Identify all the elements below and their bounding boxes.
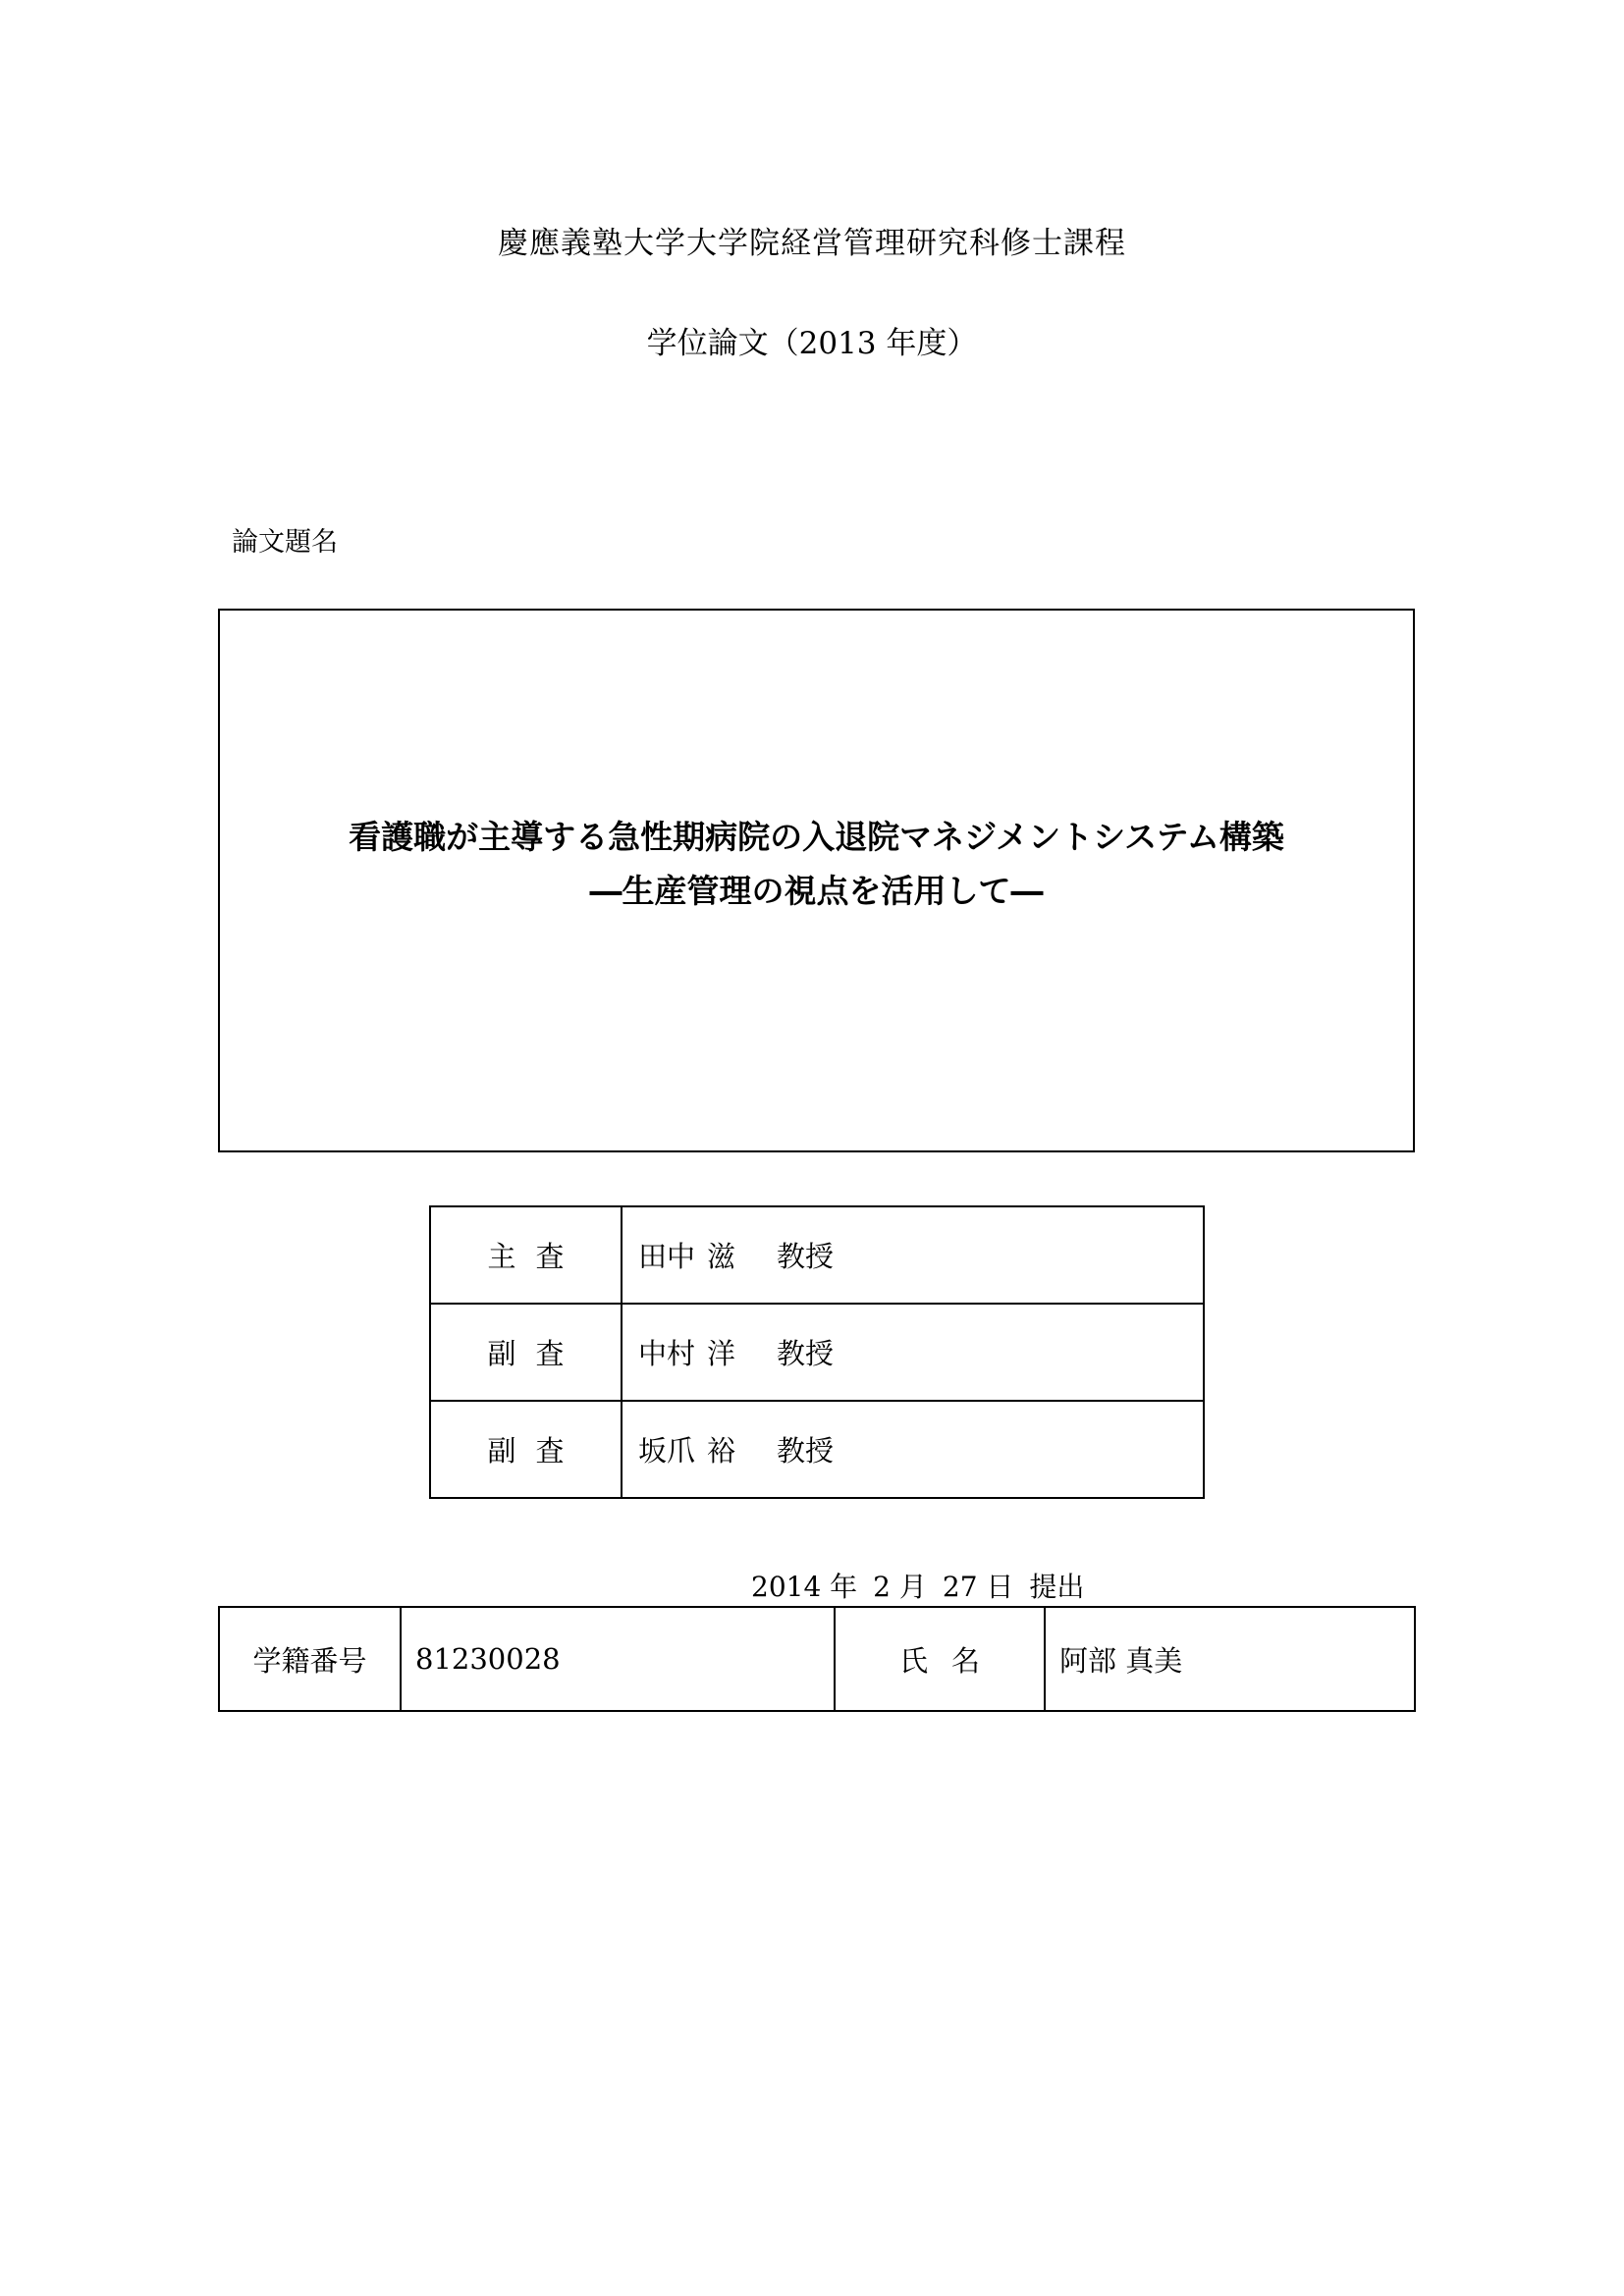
examiner-table [429,1205,1205,1499]
student-info-table [218,1606,1416,1712]
thesis-title-box [218,609,1415,1152]
degree-heading: 学位論文（2013 年度） [646,326,978,361]
thesis-title-label: 論文題名 [232,527,338,558]
submission-label: 提出 [1029,1571,1085,1603]
examiner-given-name: 洋 [707,1337,736,1370]
examiner-role: 主査 [430,1206,622,1304]
student-id-value: 81230028 [401,1607,835,1711]
thesis-title: 看護職が主導する急性期病院の入退院マネジメントシステム構築 [349,818,1284,856]
submission-day: 27 日 [942,1571,1014,1603]
student-id-label: 学籍番号 [219,1607,401,1711]
examiner-name [622,1304,1204,1401]
examiner-rank: 教授 [777,1434,835,1468]
examiner-surname: 田中 [638,1240,696,1273]
examiner-surname: 中村 [638,1337,696,1370]
examiner-given-name: 裕 [707,1434,736,1468]
examiner-role: 副査 [430,1304,622,1401]
examiner-given-name: 滋 [707,1240,736,1273]
submission-month: 2 月 [873,1571,927,1603]
submission-year: 2014 年 [751,1571,858,1603]
student-name-label: 氏名 [835,1607,1045,1711]
examiner-row [430,1304,1204,1401]
thesis-subtitle: ―生産管理の視点を活用して― [589,872,1044,910]
examiner-row [430,1401,1204,1498]
examiner-role: 副査 [430,1401,622,1498]
submission-date [751,1566,1100,1605]
examiner-name [622,1206,1204,1304]
examiner-surname: 坂爪 [638,1434,696,1468]
examiner-rank: 教授 [777,1240,835,1273]
student-row [219,1607,1415,1711]
university-name: 慶應義塾大学大学院経営管理研究科修士課程 [498,226,1126,261]
examiner-name [622,1401,1204,1498]
examiner-row [430,1206,1204,1304]
examiner-rank: 教授 [777,1337,835,1370]
student-name-value: 阿部 真美 [1045,1607,1415,1711]
